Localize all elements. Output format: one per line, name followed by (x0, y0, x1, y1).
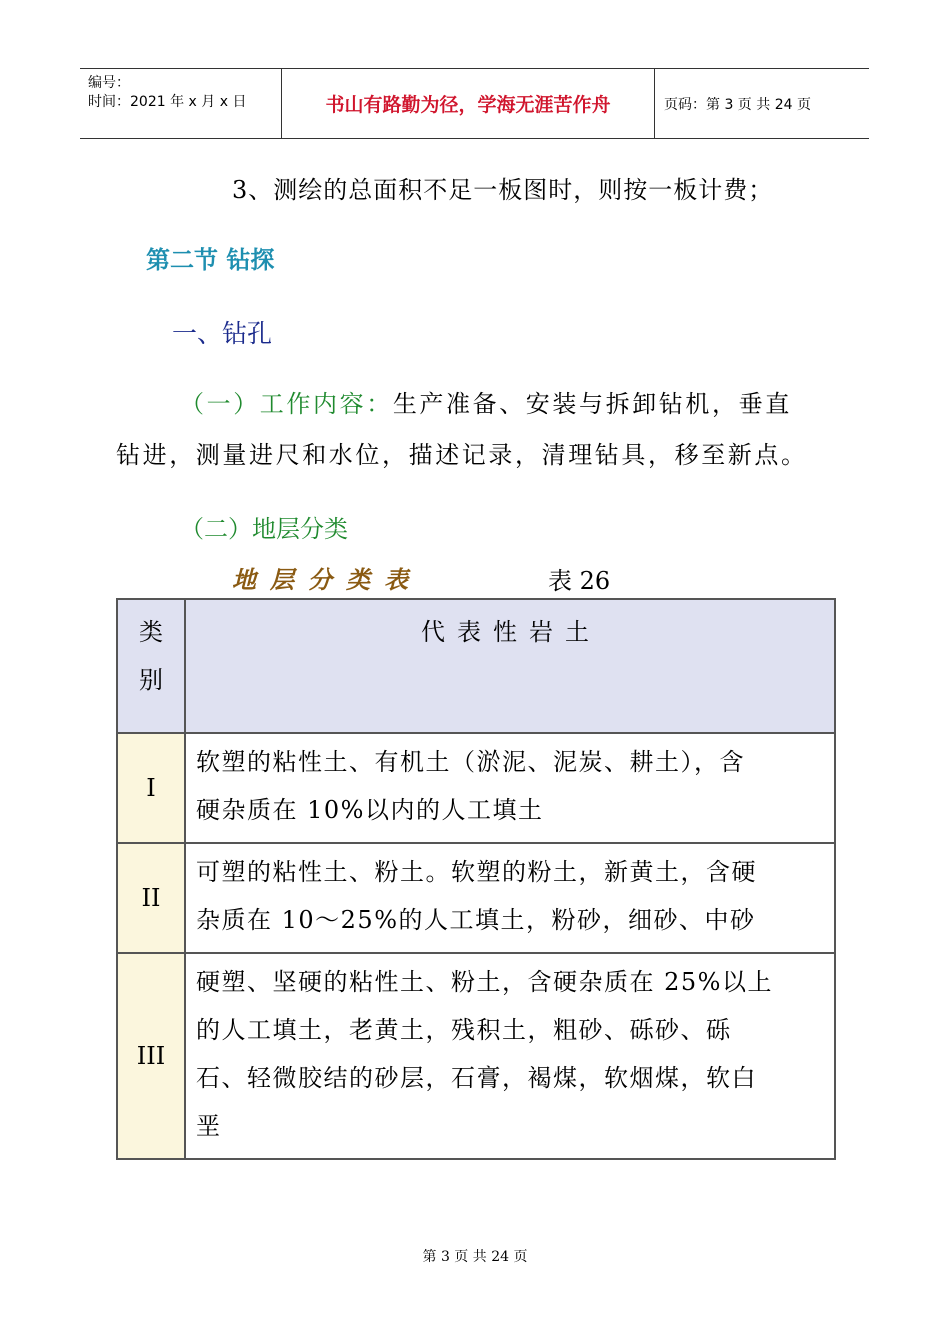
row-category: III (117, 953, 185, 1159)
table-row (117, 843, 835, 953)
row-desc-line: 石、轻微胶结的砂层，石膏，褐煤，软烟煤，软白 (196, 1064, 757, 1092)
subsection-title: 一、钻孔 (172, 319, 273, 348)
page-header (80, 68, 869, 139)
row-desc-line: 硬杂质在 10%以内的人工填土 (196, 796, 544, 824)
table-caption: 地层分类表 (232, 565, 422, 594)
row-category: I (117, 733, 185, 843)
work-content-line-2: 钻进，测量进尺和水位，描述记录，清理钻具，移至新点。 (116, 441, 808, 469)
time-label: 时间：2021 年 x 月 x 日 (88, 94, 247, 110)
page-footer: 第 3 页 共 24 页 (422, 1249, 528, 1265)
row-desc-line: 的人工填土，老黄土，残积土，粗砂、砾砂、砾 (196, 1016, 732, 1044)
section-title: 第二节 钻探 (146, 246, 275, 274)
header-category-char-2: 别 (139, 666, 163, 694)
work-content-text-1: 生产准备、安装与拆卸钻机，垂直 (392, 390, 792, 418)
row-desc-line: 垩 (196, 1112, 222, 1140)
row-category: II (117, 843, 185, 953)
row-desc-line: 软塑的粘性土、有机土（淤泥、泥炭、耕土），含 (196, 748, 745, 776)
work-content-line-1 (180, 384, 792, 419)
header-page-info: 页码：第 3 页 共 24 页 (664, 96, 811, 113)
paragraph-billing-note: 3、测绘的总面积不足一板图时，则按一板计费； (232, 176, 774, 204)
header-meta (80, 69, 281, 138)
soil-classification-table (116, 598, 836, 1160)
row-desc-line: 可塑的粘性土、粉土。软塑的粉土，新黄土，含硬 (196, 858, 757, 886)
header-category-char-1: 类 (139, 618, 163, 646)
number-label: 编号： (88, 75, 130, 91)
row-desc-line: 杂质在 10～25%的人工填土，粉砂，细砂、中砂 (196, 906, 756, 934)
header-motto: 书山有路勤为径，学海无涯苦作舟 (281, 69, 655, 138)
row-desc-line: 硬塑、坚硬的粘性土、粉土，含硬杂质在 25%以上 (196, 968, 773, 996)
row-description (185, 733, 835, 843)
table-row (117, 953, 835, 1159)
row-description (185, 843, 835, 953)
row-description (185, 953, 835, 1159)
table-row (117, 733, 835, 843)
header-category-cell (117, 599, 185, 733)
header-desc-cell: 代表性岩土 (185, 599, 835, 733)
table-number: 表 26 (548, 567, 611, 595)
work-content-label: （一）工作内容： (180, 390, 393, 418)
classification-title: （二）地层分类 (180, 515, 348, 543)
table-header-row (117, 599, 835, 733)
